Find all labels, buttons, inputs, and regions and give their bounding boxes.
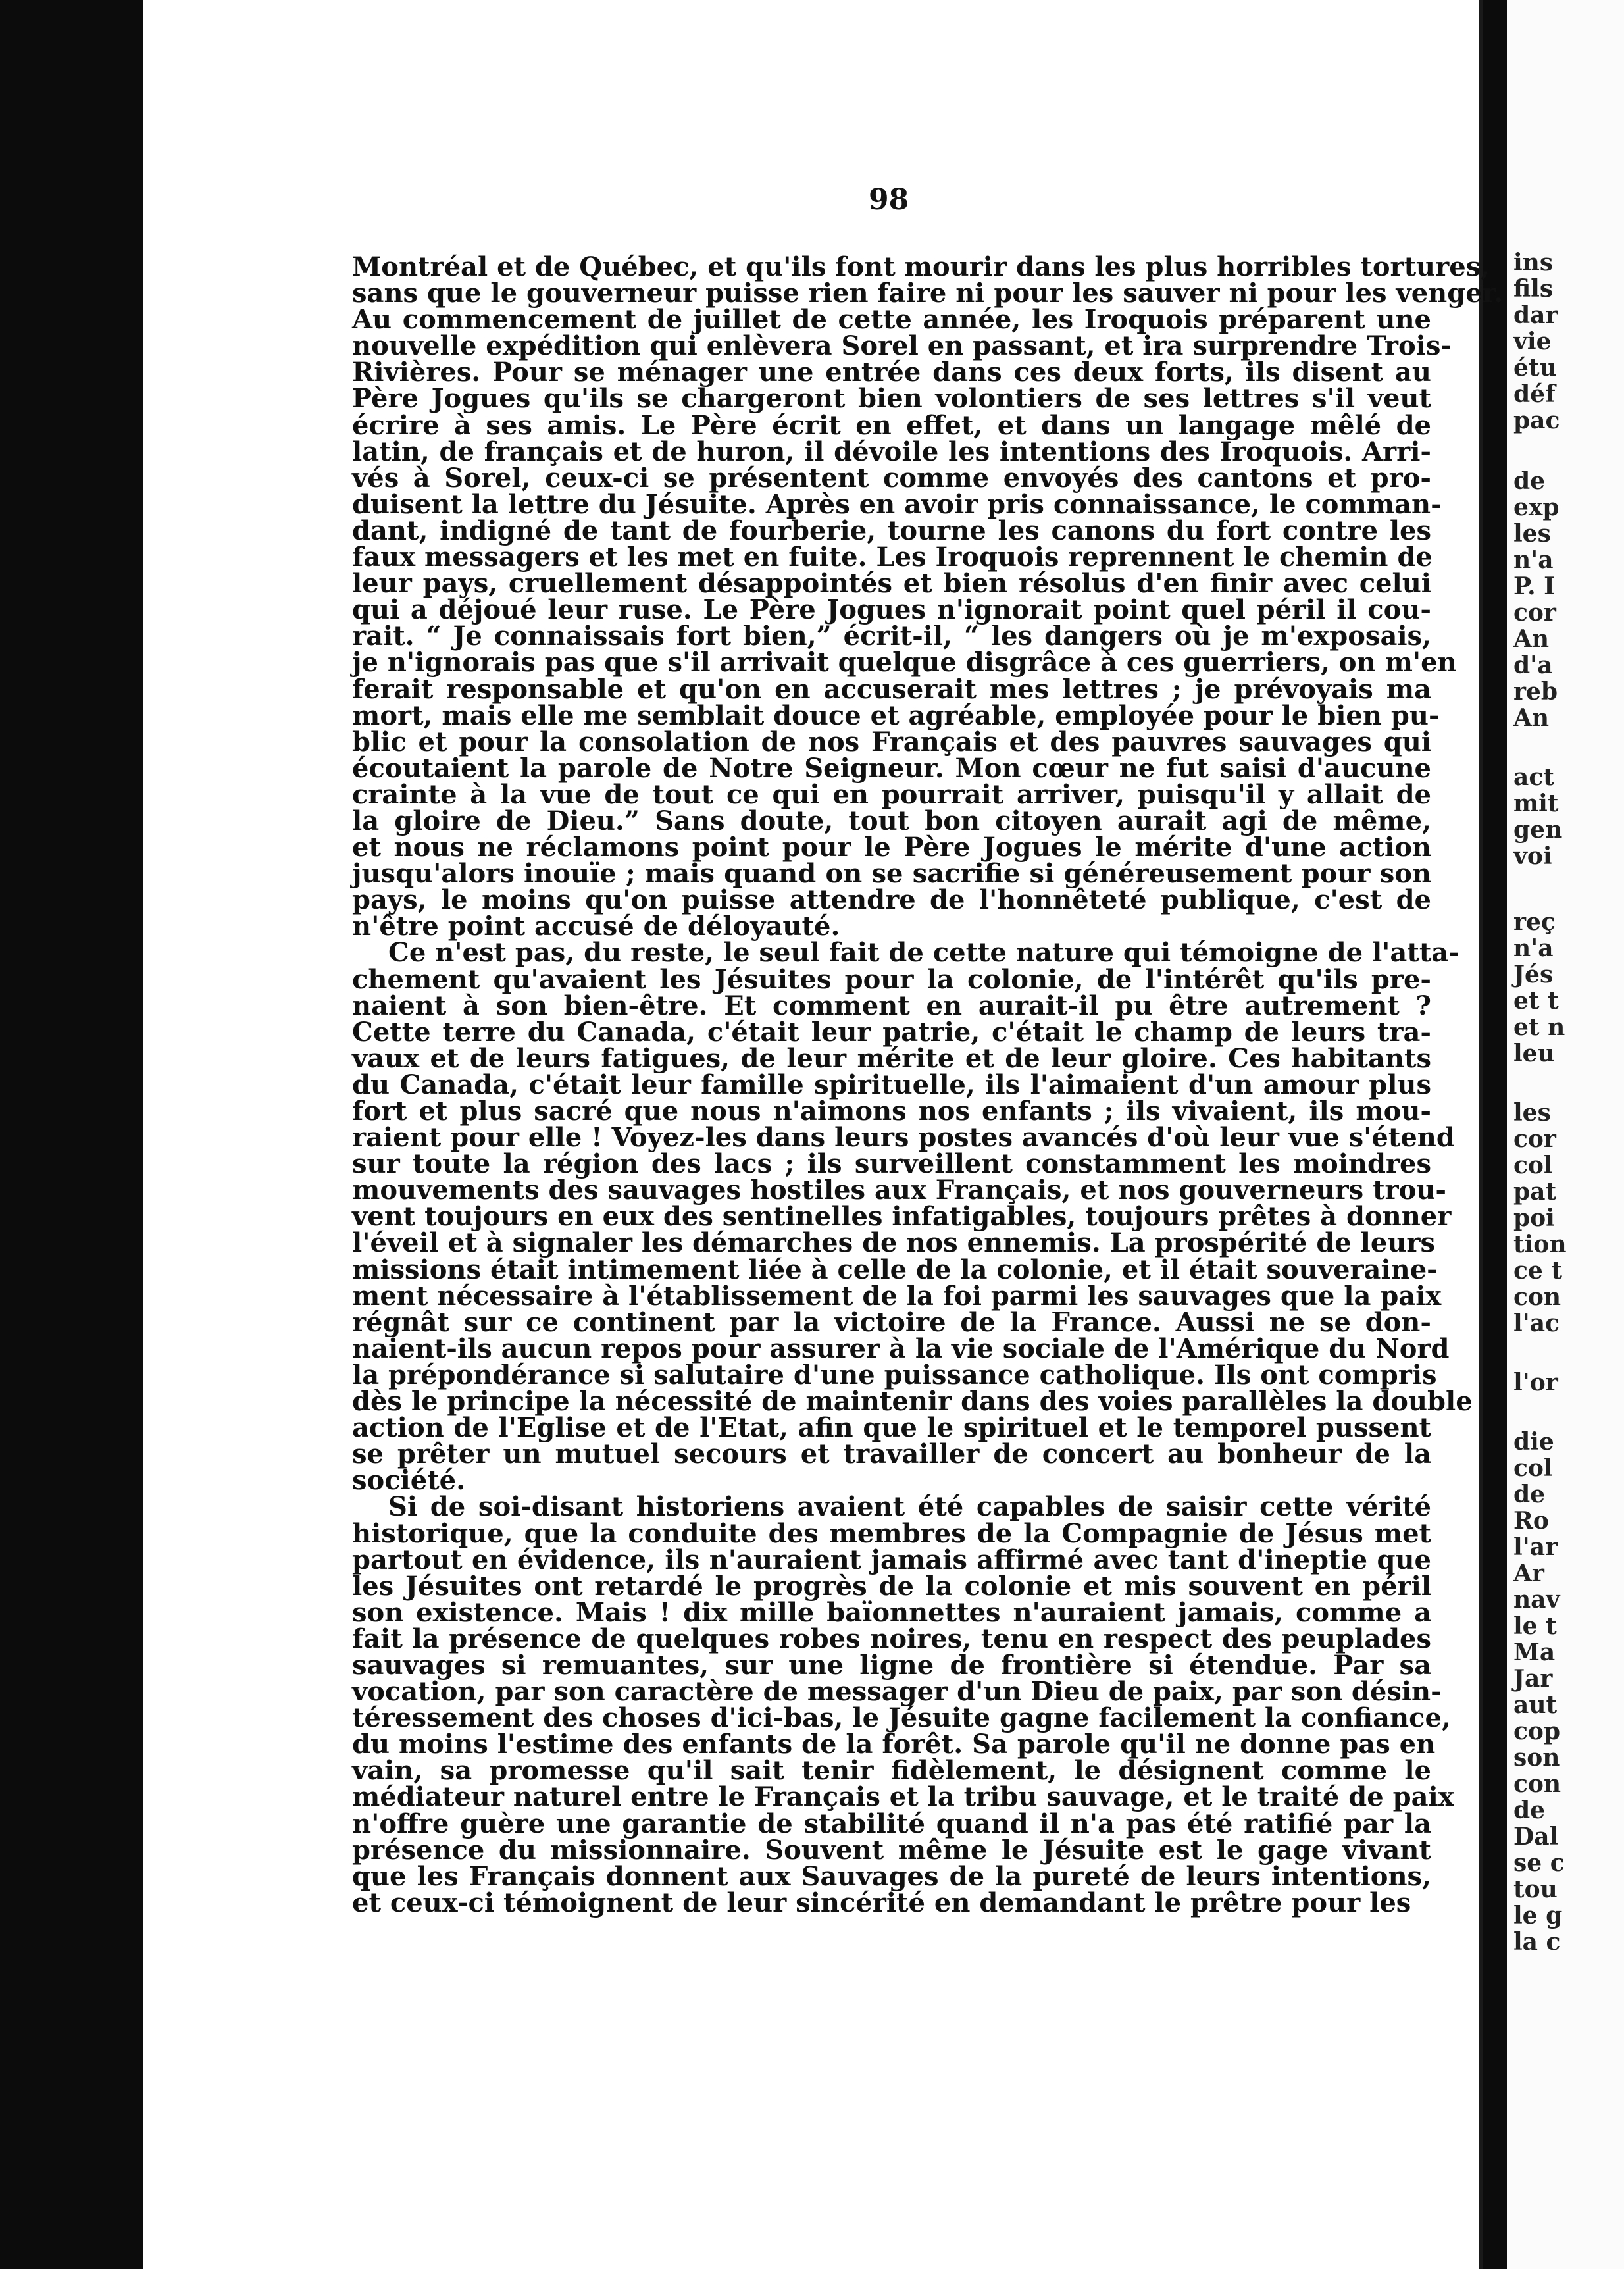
text-line: les Jésuites ont retardé le progrès de la colonie et mis souvent en péril [352, 1570, 1431, 1602]
text-line: la gloire de Dieu.” Sans doute, tout bon citoyen aurait agi de même, [352, 805, 1431, 836]
next-page-fragment: tou [1513, 1875, 1558, 1903]
page-number: 98 [869, 183, 909, 217]
text-line: écrire à ses amis. Le Père écrit en effet, et dans un langage mêlé de [352, 409, 1431, 441]
text-line: crainte à la vue de tout ce qui en pourrait arriver, puisqu'il y allait de [352, 778, 1431, 810]
text-line: historique, que la conduite des membres de la Compagnie de Jésus met [352, 1517, 1431, 1549]
text-line: sur toute la région des lacs ; ils surveillent constamment les moindres [352, 1148, 1431, 1180]
next-page-fragment: voi [1513, 842, 1552, 870]
text-line: régnât sur ce continent par la victoire de la France. Aussi ne se don- [352, 1306, 1431, 1338]
next-page-fragment: cop [1513, 1718, 1561, 1745]
text-line: médiateur naturel entre le Français et la tribu sauvage, et le traité de paix [352, 1781, 1454, 1813]
paragraph [352, 251, 1504, 942]
next-page-fragment: de [1513, 1797, 1546, 1824]
next-page-fragment: pac [1513, 407, 1560, 434]
text-line: chement qu'avaient les Jésuites pour la colonie, de l'intérêt qu'ils pre- [352, 963, 1431, 995]
next-page-fragment: tion [1513, 1231, 1567, 1258]
next-page-fragment: l'ar [1513, 1533, 1558, 1561]
text-line: nouvelle expédition qui enlèvera Sorel en passant, et ira surprendre Trois- [352, 330, 1452, 362]
text-line: vain, sa promesse qu'il sait tenir fidèlement, le désignent comme le [352, 1755, 1431, 1787]
next-page-fragment: mit [1513, 790, 1559, 817]
text-line: Père Jogues qu'ils se chargeront bien volontiers de ses lettres s'il veut [352, 383, 1431, 415]
next-page-fragment: de [1513, 467, 1546, 495]
next-page-fragment: cor [1513, 1125, 1556, 1153]
text-line: Cette terre du Canada, c'était leur patrie, c'était le champ de leurs tra- [352, 1016, 1431, 1048]
next-page-fragment: nav [1513, 1586, 1560, 1614]
next-page-fragment: Ar [1513, 1560, 1544, 1587]
text-line: blic et pour la consolation de nos Français et des pauvres sauvages qui [352, 726, 1431, 757]
text-line: raient pour elle ! Voyez-les dans leurs postes avancés d'où leur vue s'étend [352, 1122, 1455, 1154]
next-page-fragment: fils [1513, 275, 1554, 303]
next-page-fragment: dar [1513, 301, 1558, 329]
text-line: partout en évidence, ils n'auraient jamais affirmé avec tant d'ineptie que [352, 1544, 1431, 1575]
next-page-fragment: les [1513, 520, 1551, 548]
next-page-fragment: reb [1513, 678, 1558, 705]
next-page-fragment: la c [1513, 1928, 1561, 1956]
next-page-fragment: l'or [1513, 1369, 1558, 1396]
text-line: écoutaient la parole de Notre Seigneur. Mon cœur ne fut saisi d'aucune [352, 752, 1431, 784]
next-page-fragment: Dal [1513, 1823, 1559, 1850]
next-page-fragment: Jés [1513, 961, 1554, 988]
text-line: sauvages si remuantes, sur une ligne de frontière si étendue. Par sa [352, 1649, 1431, 1681]
next-page-fragment: Ma [1513, 1639, 1556, 1666]
text-line: naient-ils aucun repos pour assurer à la vie sociale de l'Amérique du Nord [352, 1333, 1450, 1364]
next-page-fragment: étu [1513, 354, 1557, 382]
next-page-fragment: n'a [1513, 934, 1554, 962]
text-line: vocation, par son caractère de messager d'un Dieu de paix, par son désin- [352, 1676, 1442, 1708]
text-line: la prépondérance si salutaire d'une puissance catholique. Ils ont compris [352, 1359, 1437, 1390]
text-line: du moins l'estime des enfants de la forêt. Sa parole qu'il ne donne pas en [352, 1729, 1436, 1760]
next-page-fragment: cor [1513, 599, 1556, 626]
next-page-fragment: con [1513, 1283, 1561, 1311]
text-line: latin, de français et de huron, il dévoile les intentions des Iroquois. Arri- [352, 436, 1431, 467]
text-line: vés à Sorel, ceux-ci se présentent comme envoyés des cantons et pro- [352, 462, 1431, 494]
text-line: mouvements des sauvages hostiles aux Français, et nos gouverneurs trou- [352, 1175, 1446, 1206]
text-line: n'offre guère une garantie de stabilité quand il n'a pas été ratifié par la [352, 1808, 1431, 1839]
text-line: pays, le moins qu'on puisse attendre de l'honnêteté publique, c'est de [352, 884, 1431, 916]
text-line: Montréal et de Québec, et qu'ils font mourir dans les plus horribles tortures, [352, 251, 1490, 282]
next-page-fragment: con [1513, 1770, 1561, 1798]
next-page-fragment: et n [1513, 1013, 1565, 1041]
text-line: duisent la lettre du Jésuite. Après en avoir pris connaissance, le comman- [352, 488, 1442, 520]
text-line: qui a déjoué leur ruse. Le Père Jogues n'ignorait point quel péril il cou- [352, 594, 1431, 626]
text-line: son existence. Mais ! dix mille baïonnettes n'auraient jamais, comme a [352, 1596, 1431, 1628]
next-page-fragment: ins [1513, 249, 1554, 276]
next-page-fragment: Jar [1513, 1665, 1553, 1693]
next-page-fragment: poi [1513, 1204, 1555, 1232]
text-line: du Canada, c'était leur famille spirituelle, ils l'aimaient d'un amour plus [352, 1069, 1431, 1100]
text-line: missions était intimement liée à celle de la colonie, et il était souveraine- [352, 1254, 1438, 1285]
text-line: vaux et de leurs fatigues, de leur mérite et de leur gloire. Ces habitants [352, 1042, 1431, 1074]
text-line: Ce n'est pas, du reste, le seul fait de cette nature qui témoigne de l'atta- [388, 937, 1459, 969]
next-page-fragment: déf [1513, 380, 1556, 408]
text-line: et ceux-ci témoignent de leur sincérité en demandant le prêtre pour les [352, 1887, 1411, 1918]
text-line: sans que le gouverneur puisse rien faire ni pour les sauver ni pour les venger. [352, 278, 1504, 309]
text-line: dant, indigné de tant de fourberie, tourne les canons du fort contre les [352, 515, 1431, 546]
next-page-fragment: et t [1513, 987, 1559, 1015]
body-text [352, 251, 1504, 1918]
next-page-edge [1507, 0, 1624, 2269]
next-page-fragment: An [1513, 704, 1550, 732]
next-page-fragment: col [1513, 1152, 1553, 1179]
text-line: présence du missionnaire. Souvent même le Jésuite est le gage vivant [352, 1834, 1431, 1866]
text-line: naient à son bien-être. Et comment en aurait-il pu être autrement ? [352, 990, 1431, 1021]
next-page-fragment: exp [1513, 494, 1560, 521]
next-page-fragment: aut [1513, 1691, 1558, 1719]
next-page-fragment: l'ac [1513, 1310, 1560, 1337]
text-line: Si de soi-disant historiens avaient été capables de saisir cette vérité [388, 1491, 1431, 1523]
paragraph [352, 1491, 1454, 1918]
next-page-fragment: vie [1513, 328, 1552, 355]
next-page-fragment: col [1513, 1454, 1553, 1482]
next-page-fragment: le g [1513, 1902, 1563, 1929]
next-page-fragment: ce t [1513, 1257, 1562, 1285]
next-page-fragment: d'a [1513, 651, 1553, 679]
next-page-fragment: Ro [1513, 1507, 1549, 1535]
text-line: leur pays, cruellement désappointés et bien résolus d'en finir avec celui [352, 568, 1431, 599]
text-line: et nous ne réclamons point pour le Père Jogues le mérite d'une action [352, 832, 1431, 863]
text-line: dès le principe la nécessité de maintenir dans des voies parallèles la double [352, 1386, 1473, 1417]
text-line: mort, mais elle me semblait douce et agréable, employée pour le bien pu- [352, 700, 1440, 731]
text-line: que les Français donnent aux Sauvages de la pureté de leurs intentions, [352, 1860, 1431, 1892]
next-page-fragment: de [1513, 1481, 1546, 1508]
next-page-fragment: le t [1513, 1612, 1557, 1640]
text-line: action de l'Eglise et de l'Etat, afin que le spirituel et le temporel pussent [352, 1412, 1431, 1444]
paragraph [352, 937, 1473, 1496]
text-line: je n'ignorais pas que s'il arrivait quelque disgrâce à ces guerriers, on m'en [352, 647, 1457, 678]
next-page-fragment: An [1513, 625, 1550, 653]
text-line: l'éveil et à signaler les démarches de nos ennemis. La prospérité de leurs [352, 1227, 1435, 1259]
next-page-fragment: les [1513, 1099, 1551, 1127]
text-line: vent toujours en eux des sentinelles infatigables, toujours prêtes à donner [352, 1201, 1452, 1233]
text-line: Au commencement de juillet de cette année, les Iroquois préparent une [352, 304, 1431, 336]
text-line: ment nécessaire à l'établissement de la foi parmi les sauvages que la paix [352, 1280, 1442, 1312]
next-page-fragment: leu [1513, 1040, 1555, 1067]
next-page-fragment: son [1513, 1744, 1560, 1772]
text-line: ferait responsable et qu'on en accuserait mes lettres ; je prévoyais ma [352, 673, 1431, 705]
text-line: se prêter un mutuel secours et travailler de concert au bonheur de la [352, 1439, 1431, 1470]
text-line: n'être point accusé de déloyauté. [352, 911, 840, 942]
next-page-fragment: se c [1513, 1849, 1565, 1877]
text-line: rait. “ Je connaissais fort bien,” écrit-il, “ les dangers où je m'exposais, [352, 621, 1431, 652]
next-page-fragment: reç [1513, 908, 1556, 936]
text-line: Rivières. Pour se ménager une entrée dans ces deux forts, ils disent au [352, 357, 1431, 388]
next-page-fragment: pat [1513, 1178, 1557, 1206]
text-line: téressement des choses d'ici-bas, le Jésuite gagne facilement la confiance, [352, 1702, 1451, 1734]
next-page-fragment: die [1513, 1428, 1554, 1456]
text-line: société. [352, 1465, 466, 1496]
text-line: jusqu'alors inouïe ; mais quand on se sacrifie si généreusement pour son [352, 858, 1431, 890]
text-line: faux messagers et les met en fuite. Les Iroquois reprennent le chemin de [352, 542, 1433, 573]
next-page-fragment: gen [1513, 816, 1563, 844]
text-line: fort et plus sacré que nous n'aimons nos enfants ; ils vivaient, ils mou- [352, 1096, 1431, 1127]
text-line: fait la présence de quelques robes noires, tenu en respect des peuplades [352, 1623, 1431, 1654]
next-page-fragment: act [1513, 763, 1554, 791]
next-page-fragment: P. I [1513, 573, 1556, 600]
next-page-fragment: n'a [1513, 546, 1554, 574]
